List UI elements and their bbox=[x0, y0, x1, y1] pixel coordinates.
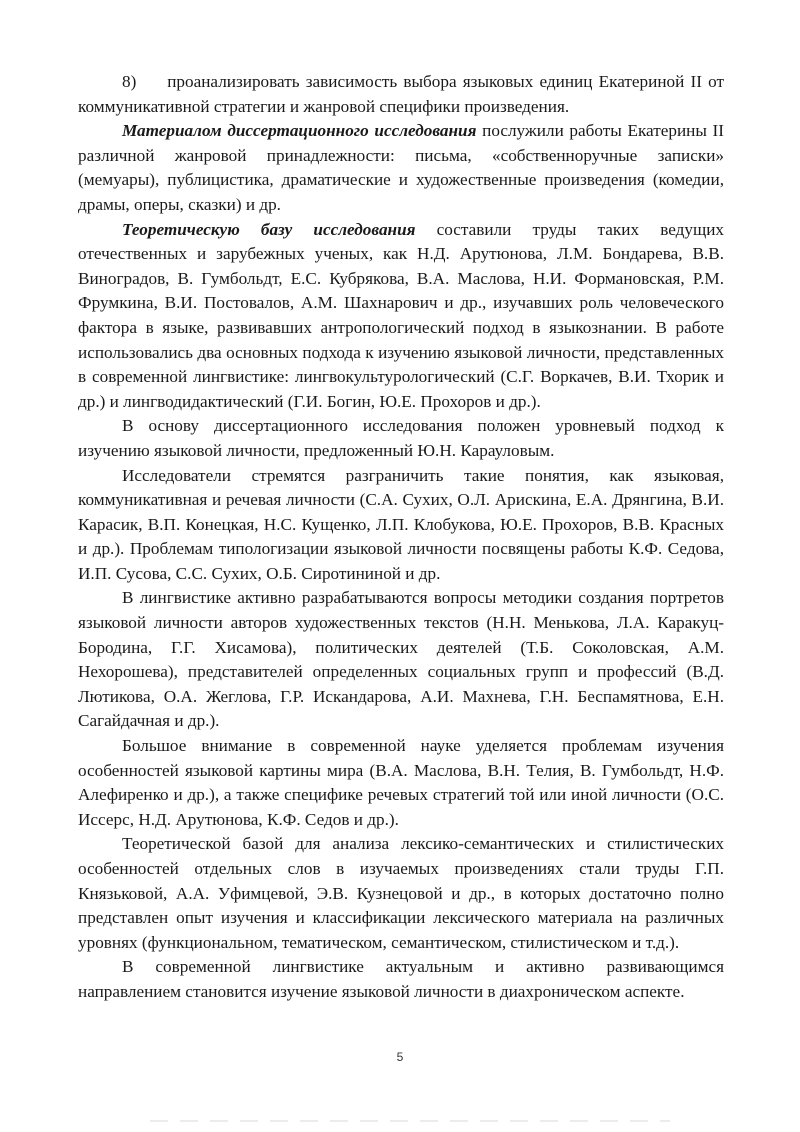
paragraph-2-text: послужили работы Екатерины II различной жанровой принадлежности: письма, «собственноручные записки» (мемуары), публицистика, драматические и художественные произведения (комедии, драмы, оперы, сказки) и др. bbox=[78, 121, 725, 214]
paragraph-3-text: составили труды таких ведущих отечественных и зарубежных ученых, как Н.Д. Арутюнова, Л.М. Бондарева, В.В. Виноградов, В. Гумбольдт, Е.С. Кубрякова, В.А. Маслова, Н.И. Формановская, Р.М. Фрумкина, В.И. Постовалов, А.М. Шахнарович и др., изучавших роль человеческого фактора в языке, развивавших антропологический подход в языкознании. В работе использовались два основных подхода к изучению языковой личности, представленных в современной лингвистике: лингвокультурологический (С.Г. Воркачев, В.И. Тхорик и др.) и лингводидактический (Г.И. Богин, Ю.Е. Прохоров и др.). bbox=[78, 219, 724, 411]
paragraph-2-lead: Материалом диссертационного исследования bbox=[122, 121, 477, 141]
page-number: 5 bbox=[396, 1050, 404, 1064]
paragraph-6 bbox=[78, 586, 724, 734]
paragraph-9-text: В современной лингвистике актуальным и активно развивающимся направлением становится изучение языковой личности в диахроническом аспекте. bbox=[78, 957, 724, 1001]
paragraph-2 bbox=[78, 119, 724, 217]
paragraph-5 bbox=[78, 464, 724, 587]
paragraph-4 bbox=[78, 414, 724, 463]
paragraph-4-text: В основу диссертационного исследования положен уровневый подход к изучению языковой личности, предложенный Ю.Н. Карауловым. bbox=[78, 416, 724, 460]
paragraph-1-text: 8) проанализировать зависимость выбора языковых единиц Екатериной II от коммуникативной стратегии и жанровой специфики произведения. bbox=[78, 72, 724, 116]
paragraph-7-text: Большое внимание в современной науке уделяется проблемам изучения особенностей языковой картины мира (В.А. Маслова, В.Н. Телия, В. Гумбольдт, Н.Ф. Алефиренко и др.), а также специфике речевых стратегий той или иной личности (О.С. Иссерс, Н.Д. Арутюнова, К.Ф. Седов и др.). bbox=[78, 736, 724, 829]
paragraph-7 bbox=[78, 734, 724, 832]
scan-noise-line bbox=[150, 1120, 670, 1122]
paragraph-6-text: В лингвистике активно разрабатываются вопросы методики создания портретов языковой личности авторов художественных текстов (Н.Н. Менькова, Л.А. Каракуц-Бородина, Г.Г. Хисамова), политических деятелей (Т.Б. Соколовская, А.М. Нехорошева), представителей определенных социальных групп и профессий (В.Д. Лютикова, О.А. Жеглова, Г.Р. Искандарова, А.И. Махнева, Г.Н. Беспамятнова, Е.Н. Сагайдачная и др.). bbox=[78, 588, 724, 731]
paragraph-3 bbox=[78, 218, 724, 415]
paragraph-8-text: Теоретической базой для анализа лексико-семантических и стилистических особенностей отдельных слов в изучаемых произведениях стали труды Г.П. Князьковой, А.А. Уфимцевой, Э.В. Кузнецовой и др., в которых достаточно полно представлен опыт изучения и классификации лексического материала на различных уровнях (функциональном, тематическом, семантическом, стилистическом и т.д.). bbox=[78, 834, 724, 952]
paragraph-8 bbox=[78, 832, 724, 955]
paragraph-9 bbox=[78, 955, 724, 1004]
paragraph-1 bbox=[78, 70, 724, 119]
paragraph-5-text: Исследователи стремятся разграничить такие понятия, как языковая, коммуникативная и речевая личности (С.А. Сухих, О.Л. Арискина, Е.А. Дрянгина, В.И. Карасик, В.П. Конецкая, Н.С. Кущенко, Л.П. Клобукова, Ю.Е. Прохоров, В.В. Красных и др.). Проблемам типологизации языковой личности посвящены работы К.Ф. Седова, И.П. Сусова, С.С. Сухих, О.Б. Сиротининой и др. bbox=[78, 465, 724, 583]
paragraph-3-lead: Теоретическую базу исследования bbox=[122, 219, 416, 239]
document-page bbox=[78, 70, 724, 1005]
